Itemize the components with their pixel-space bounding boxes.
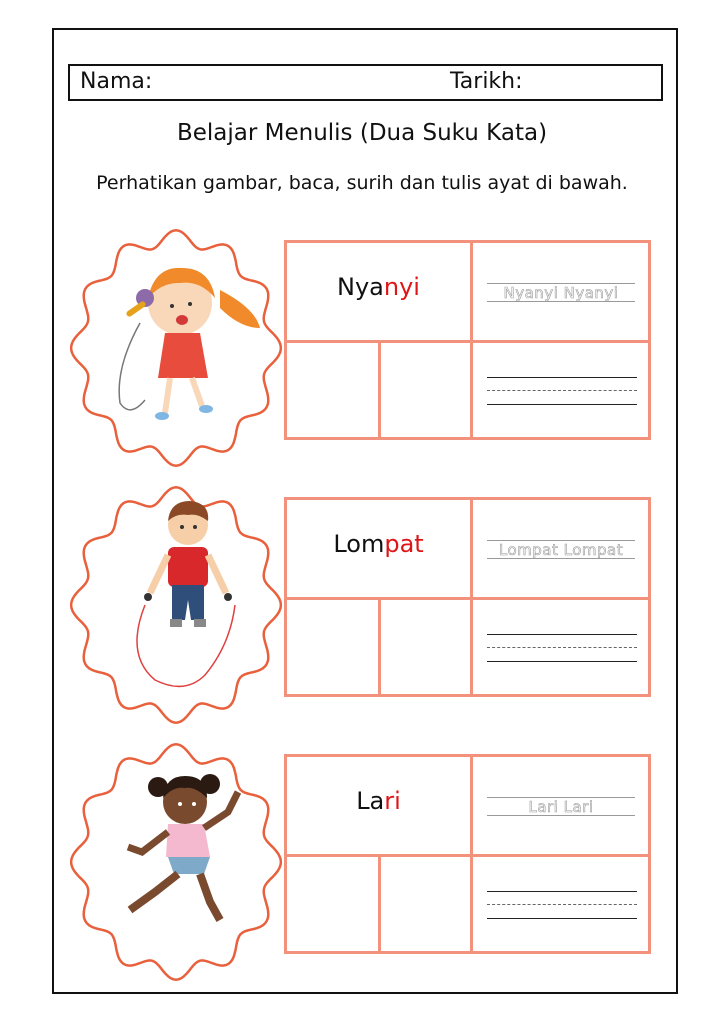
word-grid bbox=[284, 754, 651, 954]
trace-area[interactable] bbox=[487, 538, 635, 566]
trace-area[interactable] bbox=[487, 281, 635, 309]
worksheet-instruction: Perhatikan gambar, baca, surih dan tulis ayat di bawah. bbox=[96, 172, 628, 194]
second-syllable: pat bbox=[384, 530, 424, 558]
word-grid bbox=[284, 240, 651, 440]
trace-word: Lompat Lompat bbox=[498, 541, 624, 559]
trace-word: Nyanyi Nyanyi bbox=[503, 284, 619, 302]
syllable-word bbox=[287, 787, 470, 815]
word-grid bbox=[284, 497, 651, 697]
scalloped-badge bbox=[70, 742, 282, 982]
name-label: Nama: bbox=[80, 69, 153, 94]
first-syllable: Lom bbox=[333, 530, 385, 558]
syllable-box-2[interactable] bbox=[381, 343, 470, 437]
scalloped-badge bbox=[70, 485, 282, 725]
exercise-row bbox=[0, 754, 724, 994]
writing-lines[interactable] bbox=[487, 891, 637, 921]
syllable-box-2[interactable] bbox=[381, 600, 470, 694]
scalloped-badge bbox=[70, 228, 282, 468]
syllable-box-1[interactable] bbox=[287, 857, 378, 951]
exercise-row bbox=[0, 240, 724, 480]
girl-running-illustration bbox=[70, 742, 282, 982]
girl-singing-illustration bbox=[70, 228, 282, 468]
syllable-box-1[interactable] bbox=[287, 343, 378, 437]
syllable-box-1[interactable] bbox=[287, 600, 378, 694]
syllable-word bbox=[287, 273, 470, 301]
trace-area[interactable] bbox=[487, 795, 635, 823]
writing-lines[interactable] bbox=[487, 377, 637, 407]
first-syllable: La bbox=[356, 787, 385, 815]
syllable-word bbox=[287, 530, 470, 558]
second-syllable: ri bbox=[384, 787, 401, 815]
first-syllable: Nya bbox=[337, 273, 384, 301]
second-syllable: nyi bbox=[383, 273, 420, 301]
date-label: Tarikh: bbox=[450, 69, 523, 94]
name-date-bar bbox=[68, 64, 663, 101]
syllable-box-2[interactable] bbox=[381, 857, 470, 951]
worksheet-title: Belajar Menulis (Dua Suku Kata) bbox=[176, 120, 548, 146]
boy-skipping-rope-illustration bbox=[70, 485, 282, 725]
writing-lines[interactable] bbox=[487, 634, 637, 664]
trace-word: Lari Lari bbox=[528, 798, 594, 816]
exercise-row bbox=[0, 497, 724, 737]
